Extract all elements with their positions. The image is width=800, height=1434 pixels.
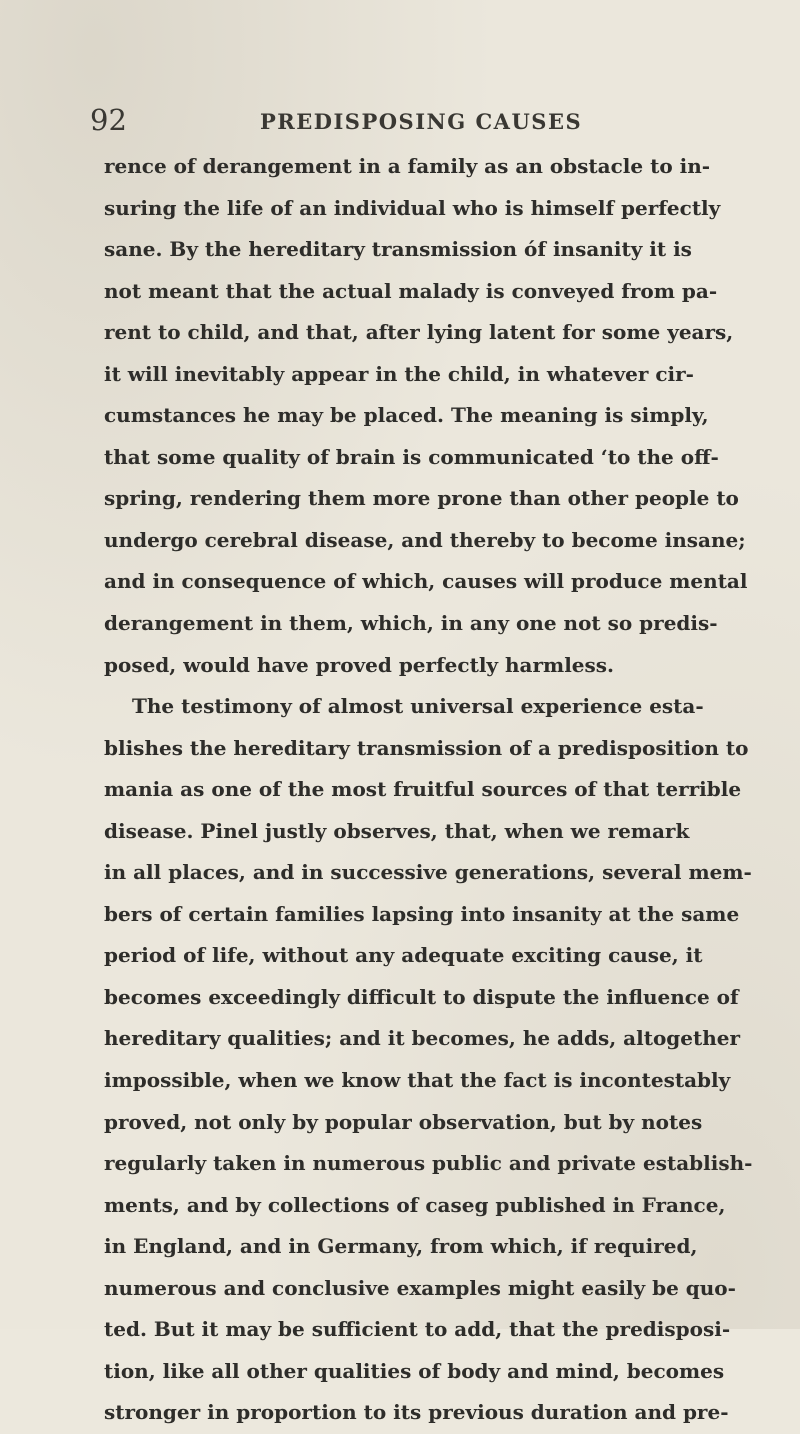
page-number: 92 xyxy=(90,103,127,137)
text-line: in England, and in Germany, from which, if required, xyxy=(104,1234,698,1259)
text-line: ments, and by collections of caseg published in France, xyxy=(104,1192,726,1217)
text-line: blishes the hereditary transmission of a predisposition to xyxy=(104,735,749,760)
text-line: not meant that the actual malady is conveyed from pa- xyxy=(104,278,718,303)
text-line: cumstances he may be placed. The meaning is simply, xyxy=(104,403,709,428)
text-line: proved, not only by popular observation, but by notes xyxy=(104,1109,703,1134)
text-line: hereditary qualities; and it becomes, he adds, altogether xyxy=(104,1026,741,1051)
text-line: disease. Pinel justly observes, that, when we remark xyxy=(104,818,690,843)
text-line: ted. But it may be sufficient to add, that the predisposi- xyxy=(104,1317,731,1342)
text-line: rent to child, and that, after lying latent for some years, xyxy=(104,320,734,345)
text-line: period of life, without any adequate exciting cause, it xyxy=(104,943,703,968)
text-line: derangement in them, which, in any one not so predis- xyxy=(104,611,718,636)
text-line: rence of derangement in a family as an obstacle to in- xyxy=(104,154,711,178)
text-line: undergo cerebral disease, and thereby to become insane; xyxy=(104,527,746,552)
text-line: bers of certain families lapsing into insanity at the same xyxy=(104,901,740,926)
text-line: numerous and conclusive examples might easily be quo- xyxy=(104,1275,736,1300)
text-line: in all places, and in successive generations, several mem- xyxy=(104,860,752,885)
text-line: tion, like all other qualities of body and mind, becomes xyxy=(104,1358,725,1383)
text-line: sane. By the hereditary transmission óf insanity it is xyxy=(104,237,692,262)
text-line: it will inevitably appear in the child, in whatever cir- xyxy=(104,361,694,386)
page-header xyxy=(90,100,710,140)
text-line: impossible, when we know that the fact is incontestably xyxy=(104,1068,731,1093)
text-line: regularly taken in numerous public and private establish- xyxy=(104,1151,753,1176)
text-line: that some quality of brain is communicated ‘to the off- xyxy=(104,444,719,469)
text-line: suring the life of an individual who is himself perfectly xyxy=(104,195,721,220)
text-line: spring, rendering them more prone than other people to xyxy=(104,486,739,511)
paragraph-end-line: posed, would have proved perfectly harmless. xyxy=(104,652,614,677)
text-line: stronger in proportion to its previous duration and pre- xyxy=(104,1400,729,1425)
text-line: mania as one of the most fruitful sources of that terrible xyxy=(104,777,742,802)
text-line: becomes exceedingly difficult to dispute the influence of xyxy=(104,984,739,1009)
paragraph-start-line: The testimony of almost universal experience esta- xyxy=(132,694,704,719)
text-line: and in consequence of which, causes will produce mental xyxy=(104,569,748,594)
running-head: PREDISPOSING CAUSES xyxy=(260,109,583,134)
body-text xyxy=(104,146,753,1434)
